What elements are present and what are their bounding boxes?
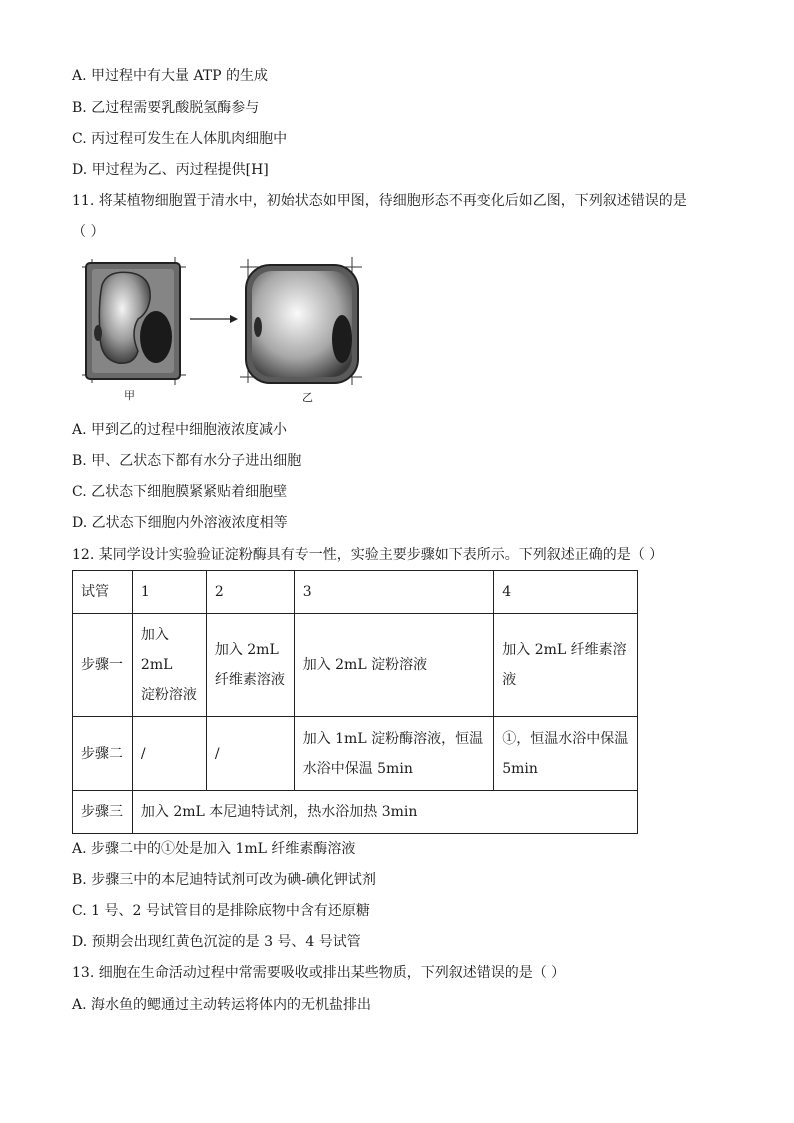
step1-tube4-line2: 液 [502, 672, 517, 688]
table-row-step1 [73, 614, 638, 717]
q11-option-d: D. 乙状态下细胞内外溶液浓度相等 [72, 515, 288, 531]
q12-stem: 12. 某同学设计实验验证淀粉酶具有专一性，实验主要步骤如下表所示。下列叙述正确的是（ ） [72, 547, 664, 563]
step1-tube4 [494, 614, 638, 717]
q13-option-a: A. 海水鱼的鳃通过主动转运将体内的无机盐排出 [72, 997, 372, 1013]
header-cell-2: 2 [206, 571, 294, 614]
q12-option-a: A. 步骤二中的①处是加入 1mL 纤维素酶溶液 [72, 841, 356, 857]
step1-label: 步骤一 [73, 614, 133, 717]
header-cell-tube: 试管 [73, 571, 133, 614]
table-row-step2 [73, 717, 638, 791]
experiment-steps-table [72, 570, 638, 834]
q11-stem: 11. 将某植物细胞置于清水中，初始状态如甲图，待细胞形态不再变化后如乙图，下列叙述错误的是 [72, 193, 687, 209]
q10-option-a: A. 甲过程中有大量 ATP 的生成 [72, 68, 269, 84]
step2-tube1: / [132, 717, 206, 791]
cell-yi [240, 257, 362, 385]
plasmolysis-cell-diagram [80, 255, 380, 405]
q10-option-c: C. 丙过程可发生在人体肌肉细胞中 [72, 131, 288, 147]
step1-tube2-line2: 纤维素溶液 [214, 672, 285, 688]
step1-tube2 [206, 614, 294, 717]
q13-stem: 13. 细胞在生命活动过程中常需要吸收或排出某些物质，下列叙述错误的是（ ） [72, 965, 566, 981]
step1-tube3: 加入 2mL 淀粉溶液 [294, 614, 494, 717]
q12-option-b: B. 步骤三中的本尼迪特试剂可改为碘-碘化钾试剂 [72, 872, 376, 888]
step1-tube1-line1: 加入 2mL [140, 627, 173, 673]
cell-jia [82, 257, 186, 385]
figure-label-yi: 乙 [302, 391, 313, 404]
step3-label: 步骤三 [73, 791, 133, 834]
cell-figure [80, 255, 380, 405]
step2-tube2: / [206, 717, 294, 791]
figure-label-jia: 甲 [124, 389, 135, 402]
q12-option-c: C. 1 号、2 号试管目的是排除底物中含有还原糖 [72, 903, 370, 919]
header-cell-3: 3 [294, 571, 494, 614]
q11-option-c: C. 乙状态下细胞膜紧紧贴着细胞壁 [72, 484, 288, 500]
table-row-step3 [73, 791, 638, 834]
header-cell-1: 1 [132, 571, 206, 614]
step2-tube4-line1: ①，恒温水浴中保温 [502, 730, 629, 747]
q12-option-d: D. 预期会出现红黄色沉淀的是 3 号、4 号试管 [72, 934, 361, 950]
step2-label: 步骤二 [73, 717, 133, 791]
step2-tube3-line2: 水浴中保温 5min [302, 760, 413, 777]
step2-tube3 [294, 717, 494, 791]
header-cell-4: 4 [494, 571, 638, 614]
step3-content: 加入 2mL 本尼迪特试剂，热水浴加热 3min [132, 791, 637, 834]
step2-tube4 [494, 717, 638, 791]
q11-option-a: A. 甲到乙的过程中细胞液浓度减小 [72, 422, 288, 438]
q10-option-b: B. 乙过程需要乳酸脱氢酶参与 [72, 100, 260, 116]
q10-option-d: D. 甲过程为乙、丙过程提供[H] [72, 162, 269, 178]
q11-option-b: B. 甲、乙状态下都有水分子进出细胞 [72, 453, 302, 469]
step1-tube1 [132, 614, 206, 717]
step1-tube2-line1: 加入 2mL [214, 642, 279, 658]
table-header-row [73, 571, 638, 614]
step1-tube1-line2: 淀粉溶液 [140, 687, 197, 703]
q11-answer-bracket: （ ） [72, 224, 105, 240]
arrow-icon [190, 315, 238, 323]
step2-tube3-line1: 加入 1mL 淀粉酶溶液，恒温 [302, 730, 484, 747]
step1-tube4-line1: 加入 2mL 纤维素溶 [502, 642, 627, 658]
step2-tube4-line2: 5min [502, 760, 538, 777]
